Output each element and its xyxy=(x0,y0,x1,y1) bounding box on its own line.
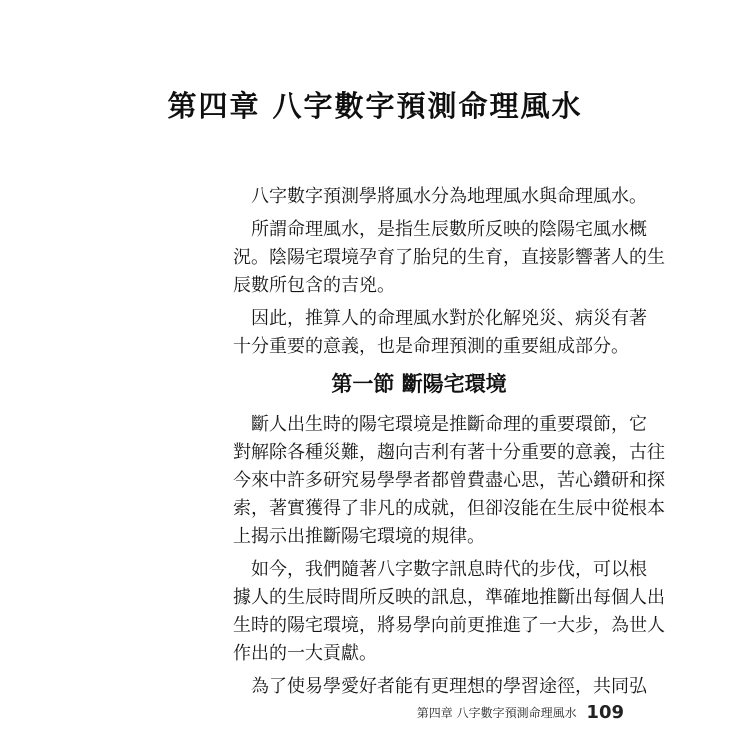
section-paragraph-1 xyxy=(233,411,665,551)
intro-text xyxy=(233,183,665,366)
section-p1-line-1: 斷人出生時的陽宅環境是推斷命理的重要環節，它 xyxy=(251,414,647,435)
intro-paragraph-2 xyxy=(233,216,665,300)
section-paragraph-3 xyxy=(233,673,647,701)
section-p3-line-1: 為了使易學愛好者能有更理想的學習途徑，共同弘 xyxy=(251,676,647,697)
section-text xyxy=(233,411,665,706)
chapter-title: 第四章 八字數字預測命理風水 xyxy=(167,89,583,123)
intro-paragraph-1 xyxy=(233,183,647,211)
intro-p3-line-2: 十分重要的意義，也是命理預測的重要組成部分。 xyxy=(233,336,629,357)
section-title: 第一節 斷陽宅環境 xyxy=(331,371,507,396)
section-p2-line-4: 作出的一大貢獻。 xyxy=(233,643,377,664)
section-p1-line-4: 索，著實獲得了非凡的成就，但卻沒能在生辰中從根本 xyxy=(233,498,665,519)
intro-p3-line-1: 因此，推算人的命理風水對於化解兇災、病災有著 xyxy=(251,308,647,329)
intro-p2-line-3: 辰數所包含的吉兇。 xyxy=(233,275,395,296)
section-p1-line-3: 今來中許多研究易學學者都曾費盡心思，苦心鑽研和探 xyxy=(233,470,665,491)
running-title: 第四章 八字數字預測命理風水 xyxy=(416,706,577,720)
page-footer xyxy=(417,702,624,723)
section-p2-line-1: 如今，我們隨著八字數字訊息時代的步伐，可以根 xyxy=(251,559,647,580)
page-number: 109 xyxy=(586,702,624,723)
section-p2-line-3: 生時的陽宅環境，將易學向前更推進了一大步，為世人 xyxy=(233,615,665,636)
intro-paragraph-3 xyxy=(233,305,647,361)
intro-p2-line-1: 所謂命理風水，是指生辰數所反映的陰陽宅風水概 xyxy=(251,219,647,240)
section-paragraph-2 xyxy=(233,556,665,668)
section-p2-line-2: 據人的生辰時間所反映的訊息，準確地推斷出每個人出 xyxy=(233,587,665,608)
section-p1-line-2: 對解除各種災難，趨向吉利有著十分重要的意義，古往 xyxy=(233,442,665,463)
intro-p1-line-1: 八字數字預測學將風水分為地理風水與命理風水。 xyxy=(251,186,647,207)
section-p1-line-5: 上揭示出推斷陽宅環境的規律。 xyxy=(233,526,485,547)
intro-p2-line-2: 況。陰陽宅環境孕育了胎兒的生育，直接影響著人的生 xyxy=(233,247,665,268)
